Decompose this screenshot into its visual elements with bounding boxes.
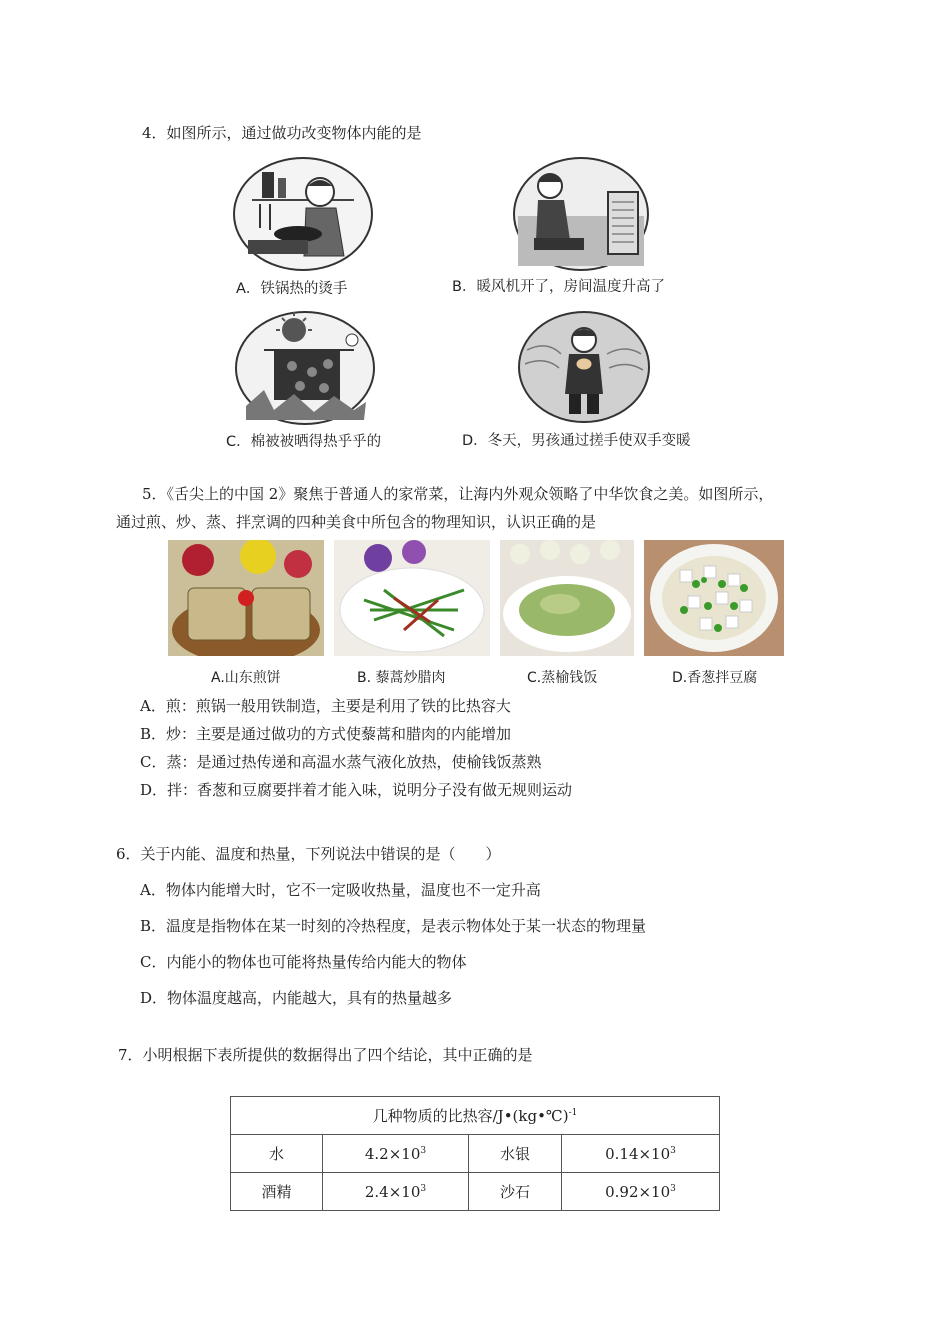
table-cell-substance: 水银 — [469, 1135, 562, 1173]
q6-stem: 6．关于内能、温度和热量，下列说法中错误的是（ ） — [116, 845, 501, 863]
q5-stem-line1: 5．《舌尖上的中国 2》聚焦于普通人的家常菜，让海内外观众领略了中华饮食之美。如图所示， — [142, 485, 774, 503]
table-cell-value: $2.4\times 10^3$ — [323, 1173, 469, 1211]
table-cell-substance: 水 — [231, 1135, 323, 1173]
heater-illustration — [512, 156, 650, 272]
q5-stem-line2: 通过煎、炒、蒸、拌烹调的四种美食中所包含的物理知识，认识正确的是 — [116, 513, 597, 531]
q6-option-c: C．内能小的物体也可能将热量传给内能大的物体 — [140, 953, 467, 971]
q4-caption-d: D．冬天，男孩通过搓手使双手变暖 — [462, 433, 691, 449]
q6-option-b: B．温度是指物体在某一时刻的冷热程度，是表示物体处于某一状态的物理量 — [140, 917, 647, 935]
iron-pan-illustration — [232, 156, 374, 272]
quilt-in-sun-illustration — [234, 310, 376, 426]
q4-caption-a: A．铁锅热的烫手 — [236, 281, 348, 297]
louhao-larou-photo — [334, 540, 490, 656]
food-caption-a: A.山东煎饼 — [211, 670, 281, 686]
table-cell-value: $0.92\times 10^3$ — [562, 1173, 720, 1211]
table-cell-substance: 酒精 — [231, 1173, 323, 1211]
table-row — [231, 1135, 720, 1173]
boy-rubbing-hands-illustration — [517, 310, 651, 424]
q6-option-a: A．物体内能增大时，它不一定吸收热量，温度也不一定升高 — [140, 881, 541, 899]
q5-option-a: A．煎：煎锅一般用铁制造，主要是利用了铁的比热容大 — [140, 697, 511, 715]
table-cell-substance: 沙石 — [469, 1173, 562, 1211]
food-caption-d: D.香葱拌豆腐 — [672, 670, 758, 686]
table-cell-value: $4.2\times 10^3$ — [323, 1135, 469, 1173]
q7-stem: 7．小明根据下表所提供的数据得出了四个结论，其中正确的是 — [118, 1046, 533, 1064]
table-title-row — [231, 1097, 720, 1135]
table-cell-value: $0.14\times 10^3$ — [562, 1135, 720, 1173]
q6-option-d: D．物体温度越高，内能越大，具有的热量越多 — [140, 989, 453, 1007]
q4-caption-b: B．暖风机开了，房间温度升高了 — [452, 279, 665, 295]
table-title: 几种物质的比热容/J•(kg•℃)$^{-1}$ — [231, 1097, 720, 1135]
food-caption-b: B. 藜蒿炒腊肉 — [357, 670, 446, 686]
specific-heat-table — [230, 1096, 720, 1211]
q5-option-b: B．炒：主要是通过做功的方式使藜蒿和腊肉的内能增加 — [140, 725, 512, 743]
q4-stem: 4．如图所示，通过做功改变物体内能的是 — [142, 124, 422, 142]
q4-caption-c: C．棉被被晒得热乎乎的 — [226, 434, 382, 450]
jianbing-photo — [168, 540, 324, 656]
q5-option-c: C．蒸：是通过热传递和高温水蒸气液化放热，使榆钱饭蒸熟 — [140, 753, 542, 771]
q5-option-d: D．拌：香葱和豆腐要拌着才能入味，说明分子没有做无规则运动 — [140, 781, 573, 799]
table-row — [231, 1173, 720, 1211]
yuqian-fan-photo — [500, 540, 634, 656]
food-caption-c: C.蒸榆钱饭 — [527, 670, 598, 686]
xiangcong-doufu-photo — [644, 540, 784, 656]
